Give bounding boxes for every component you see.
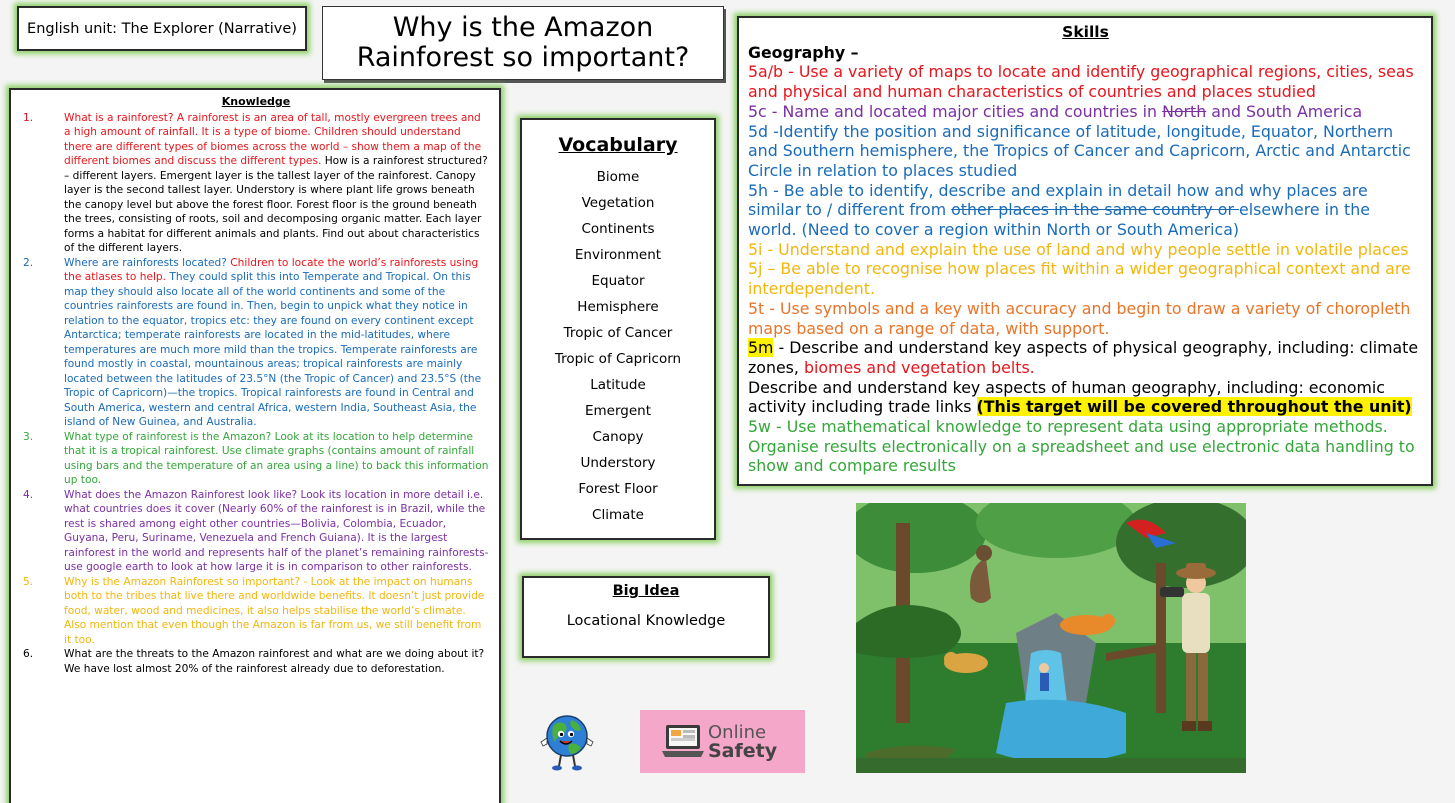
page-title-line-2: Rainforest so important? bbox=[356, 42, 690, 73]
knowledge-item bbox=[23, 647, 489, 676]
skill-text-segment: North bbox=[1162, 101, 1207, 121]
skill-line bbox=[748, 240, 1423, 260]
knowledge-text-segment: What type of rainforest is the Amazon? Look at its location to help determine that it is a tropical rainforest. Use climate graphs (contains amount of rainfall using bars and the temperature of an area using a line) to back this information up too. bbox=[64, 430, 489, 486]
knowledge-item-number: 2. bbox=[23, 256, 34, 269]
big-idea-panel bbox=[522, 576, 770, 658]
skill-text-segment: 5d -Identify the position and significance of latitude, longitude, Equator, Northern and Southern hemisphere, the Tropics of Cancer and Capricorn, Arctic and Antarctic Circle in relation to places studied bbox=[748, 121, 1411, 180]
skill-line bbox=[748, 338, 1423, 377]
vocabulary-panel bbox=[520, 118, 716, 540]
vocabulary-word: Continents bbox=[581, 221, 655, 237]
unit-title: English unit: The Explorer (Narrative) bbox=[27, 20, 297, 37]
skill-line bbox=[748, 62, 1423, 101]
online-safety-badge bbox=[640, 710, 805, 773]
knowledge-item-number: 3. bbox=[23, 430, 34, 443]
laptop-icon bbox=[662, 723, 704, 761]
knowledge-item bbox=[23, 256, 489, 430]
skill-line bbox=[748, 102, 1423, 122]
knowledge-item-text bbox=[64, 488, 489, 575]
knowledge-item-text bbox=[64, 575, 489, 648]
page-title-line-1: Why is the Amazon bbox=[392, 12, 654, 43]
skill-text-segment: elsewhere in the world. (Need to cover a region within North or South America) bbox=[748, 200, 1370, 240]
skill-text-segment: 5t - Use symbols and a key with accuracy and begin to draw a variety of choropleth maps based on a range of data, with support. bbox=[748, 298, 1411, 338]
skill-text-segment: biomes and vegetation belts. bbox=[803, 357, 1035, 377]
knowledge-text-segment: They could split this into Temperate and Tropical. On this map they should also locate all of the world continents and some of the countries rainforests are found in. Then, begin to unpick what they notice in relation to the equator, tropics etc: they are found on every continent except Antarctica; temperate rainforests are located in the mid-latitudes, where temperatures are much more mild than the tropics. Temperate rainforests are found mostly in coastal, mountainous areas; tropical rainforests are mainly located between the latitudes of 23.5°N (the Tropic of Cancer) and 23.5°S (the Tropic of Capricorn)—the tropics. Tropical rainforests are found in Central and South America, western and central Africa, western India, Southeast Asia, the island of New Guinea, and Australia. bbox=[64, 271, 482, 428]
skills-subject: Geography – bbox=[748, 42, 859, 62]
skill-text-segment: and South America bbox=[1206, 101, 1363, 121]
vocabulary-word: Environment bbox=[574, 247, 662, 263]
online-safety-line-2: Safety bbox=[708, 739, 778, 762]
knowledge-text-segment: Where are rainforests located? bbox=[64, 256, 231, 269]
page-title-box bbox=[322, 6, 724, 80]
skill-line bbox=[748, 299, 1423, 338]
skill-line bbox=[748, 417, 1423, 476]
skill-line bbox=[748, 259, 1423, 298]
skill-text-segment: - Describe and understand key aspects of physical geography, including: climate zones, bbox=[748, 338, 1419, 377]
skill-line bbox=[748, 181, 1423, 240]
skill-text-segment: 5h - Be able to identify, describe and explain in detail how and why places are similar to / different from bbox=[748, 180, 1368, 220]
skill-line bbox=[748, 378, 1423, 417]
globe-mascot-icon bbox=[535, 708, 599, 772]
vocabulary-word: Climate bbox=[592, 507, 644, 523]
skill-text-segment: 5w - Use mathematical knowledge to represent data using appropriate methods. Organise results electronically on a spreadsheet and use electronic data handling to show and compare results bbox=[748, 417, 1415, 476]
skill-text-segment: 5j – Be able to recognise how places fit within a wider geographical context and are interdependent. bbox=[748, 259, 1411, 299]
knowledge-item bbox=[23, 430, 489, 488]
skill-text-segment: 5a/b - Use a variety of maps to locate and identify geographical regions, cities, seas and physical and human characteristics of countries and places studied bbox=[748, 62, 1414, 102]
vocabulary-word: Emergent bbox=[584, 403, 652, 419]
skill-text-segment: Describe and understand key aspects of human geography, including: economic activity including trade links bbox=[748, 377, 1385, 417]
vocabulary-word: Understory bbox=[580, 455, 656, 471]
vocabulary-word: Forest Floor bbox=[578, 481, 658, 497]
vocabulary-list bbox=[522, 164, 714, 528]
knowledge-heading: Knowledge bbox=[221, 95, 291, 108]
skills-heading: Skills bbox=[1062, 23, 1109, 41]
knowledge-item-number: 4. bbox=[23, 488, 34, 501]
knowledge-text-segment: What are the threats to the Amazon rainforest and what are we doing about it? We have lost almost 20% of the rainforest already due to deforestation. bbox=[64, 648, 485, 675]
vocabulary-word: Canopy bbox=[592, 429, 644, 445]
knowledge-text-segment: How is a rainforest structured? – different layers. Emergent layer is the tallest layer of the rainforest. Canopy layer is the second tallest layer. Understory is where plant life grows beneath the canopy level but above the forest floor. Forest floor is the ground beneath the trees, consisting of roots, soil and decomposing organic matter. Each layer forms a habitat for different animals and plants. Find out about characteristics of the different layers. bbox=[64, 155, 488, 254]
knowledge-item-text bbox=[64, 111, 489, 256]
skill-text-segment: 5c - Name and located major cities and countries in bbox=[748, 101, 1163, 121]
rainforest-explorer-illustration bbox=[856, 503, 1246, 773]
skill-text-segment: 5i - Understand and explain the use of land and why people settle in volatile places bbox=[748, 239, 1409, 259]
skills-list bbox=[748, 62, 1423, 476]
skills-panel bbox=[737, 16, 1433, 486]
knowledge-item bbox=[23, 488, 489, 575]
knowledge-text-segment: What is a rainforest? A rainforest is an area of tall, mostly evergreen trees and a high amount of rainfall. It is a type of biome. Children should understand there are different types of biomes across the world – show them a map of the different biomes and discuss the different types. bbox=[64, 111, 482, 167]
vocabulary-word: Biome bbox=[596, 169, 640, 185]
knowledge-item-text bbox=[64, 256, 489, 430]
vocabulary-word: Hemisphere bbox=[577, 299, 659, 315]
big-idea-heading: Big Idea bbox=[612, 583, 680, 599]
skill-text-segment: (This target will be covered throughout the unit) bbox=[976, 397, 1412, 417]
knowledge-item-number: 5. bbox=[23, 575, 34, 588]
knowledge-list bbox=[23, 111, 489, 677]
vocabulary-word: Tropic of Capricorn bbox=[554, 351, 682, 367]
vocabulary-word: Vegetation bbox=[581, 195, 655, 211]
online-safety-line-1: Online bbox=[708, 721, 767, 743]
knowledge-item-text bbox=[64, 647, 489, 676]
knowledge-item-text bbox=[64, 430, 489, 488]
knowledge-item-number: 1. bbox=[23, 111, 34, 124]
vocabulary-word: Latitude bbox=[590, 377, 646, 393]
knowledge-text-segment: Why is the Amazon Rainforest so important? - Look at the impact on humans both to the tribes that live there and worldwide benefits. It doesn’t just provide food, water, wood and medicines, it also helps stabilise the world’s climate. Also mention that even though the Amazon is far from us, we still benefit from it too. bbox=[64, 575, 485, 646]
knowledge-item bbox=[23, 111, 489, 256]
big-idea-text: Locational Knowledge bbox=[566, 613, 726, 629]
skill-text-segment: 5m bbox=[748, 338, 774, 358]
skill-text-segment: other places in the same country or bbox=[951, 200, 1239, 220]
knowledge-panel bbox=[9, 88, 501, 803]
vocabulary-word: Equator bbox=[591, 273, 645, 289]
knowledge-item-number: 6. bbox=[23, 648, 34, 660]
vocabulary-heading: Vocabulary bbox=[558, 134, 678, 156]
skill-line bbox=[748, 122, 1423, 181]
unit-title-box bbox=[17, 6, 307, 51]
knowledge-text-segment: Children to locate the world’s rainforests using the atlases to help. bbox=[64, 256, 479, 283]
knowledge-item bbox=[23, 575, 489, 648]
knowledge-text-segment: What does the Amazon Rainforest look like? Look its location in more detail i.e. what countries does it cover (Nearly 60% of the rainforest is in Brazil, while the rest is shared among eight other countries—Bolivia, Colombia, Ecuador, Guyana, Peru, Suriname, Venezuela and French Guiana). It is the largest rainforest in the world and represents half of the planet’s remaining rainforests- use google earth to look at how large it is in comparison to other rainforests. bbox=[64, 488, 489, 573]
vocabulary-word: Tropic of Cancer bbox=[563, 325, 673, 341]
